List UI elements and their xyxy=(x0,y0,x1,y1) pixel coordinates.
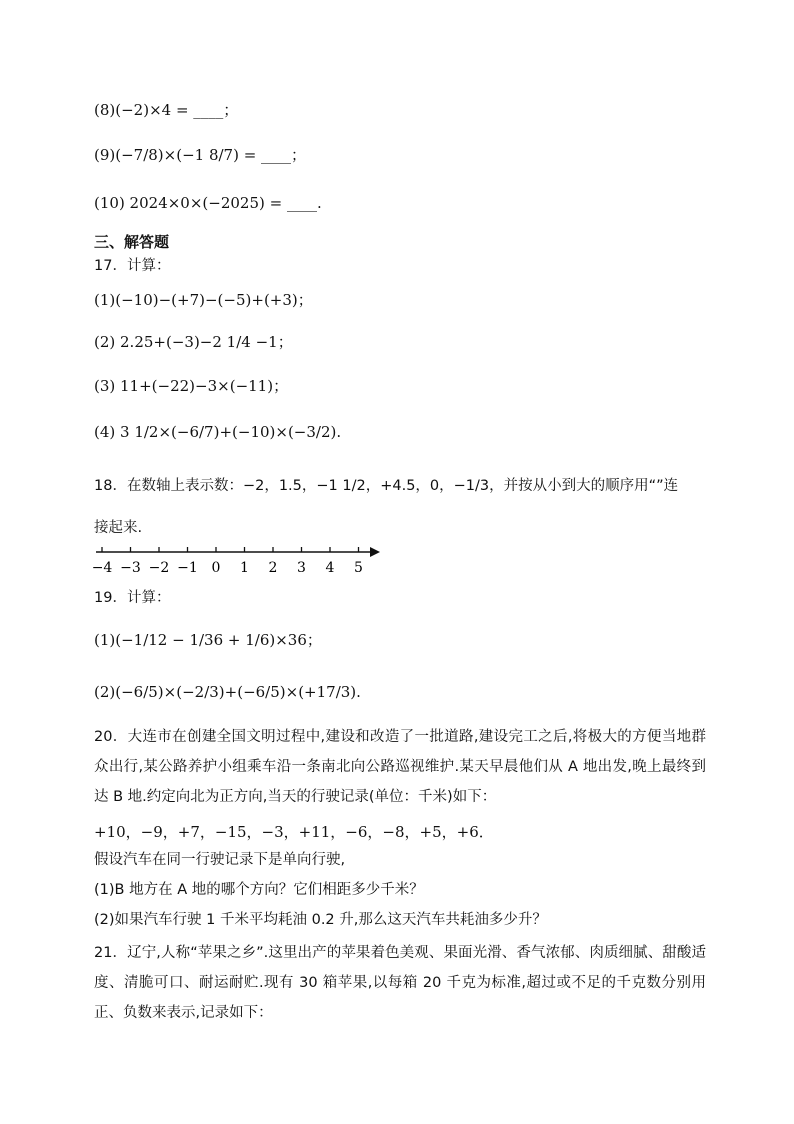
q20-paragraph: 20．大连市在创建全国文明过程中,建设和改造了一批道路,建设完工之后,将极大的方便当地群众出行,某公路养护小组乘车沿一条南北向公路巡视维护.某天早晨他们从 A 地出发,晚上最终到达 B 地.约定向北为正方向,当天的行驶记录(单位：千米)如下： xyxy=(94,729,706,805)
number-line xyxy=(91,544,394,576)
section-heading: 三、解答题 xyxy=(94,233,170,251)
tick-label: 1 xyxy=(240,560,249,576)
tick-label: −3 xyxy=(120,560,141,576)
q20-part-1: (1)B 地方在 A 地的哪个方向？它们相距多少千米？ xyxy=(94,882,424,898)
q17-part-2: (2) 2.25+(−3)−2 1/4 −1； xyxy=(94,333,293,351)
q20-records: +10，−9，+7，−15，−3，+11，−6，−8，+5，+6． xyxy=(94,823,494,841)
tick-label: 0 xyxy=(211,560,221,576)
q17-part-1: (1)(−10)−(+7)−(−5)+(+3)； xyxy=(94,291,313,309)
q19-part-2: (2)(−6/5)×(−2/3)+(−6/5)×(+17/3). xyxy=(94,683,361,701)
q17-part-3: (3) 11+(−22)−3×(−11)； xyxy=(94,377,289,395)
tick-label: −2 xyxy=(148,560,170,576)
q21-paragraph: 21．辽宁,人称“苹果之乡”.这里出产的苹果着色美观、果面光滑、香气浓郁、肉质细腻、甜酸适度、清脆可口、耐运耐贮.现有 30 箱苹果,以每箱 20 千克为标准,超过或不足的千克数分别用正、负数来表示,记录如下： xyxy=(94,945,706,1021)
item-10: (10) 2024×0×(−2025) = ____. xyxy=(94,194,322,212)
arrow-icon xyxy=(370,547,380,557)
tick-label: 2 xyxy=(268,560,278,576)
item-8: (8)(−2)×4 = ____； xyxy=(94,101,239,119)
tick-label: 5 xyxy=(354,560,363,576)
item-9: (9)(−7/8)×(−1 8/7) = ____； xyxy=(94,146,307,164)
q17-label: 17．计算： xyxy=(94,258,171,274)
q19-label: 19．计算： xyxy=(94,590,171,606)
q20-assumption: 假设汽车在同一行驶记录下是单向行驶, xyxy=(94,852,346,868)
q17-part-4: (4) 3 1/2×(−6/7)+(−10)×(−3/2). xyxy=(94,423,342,441)
q18-text-cont: 接起来. xyxy=(94,520,143,536)
tick-label: 3 xyxy=(297,560,306,576)
q18-text: 18．在数轴上表示数：−2，1.5，−1 1/2，+4.5，0，−1/3，并按从小到大的顺序用“”连 xyxy=(94,478,679,494)
tick-label: 4 xyxy=(325,560,335,576)
tick-label: −4 xyxy=(91,560,113,576)
q20-part-2: (2)如果汽车行驶 1 千米平均耗油 0.2 升,那么这天汽车共耗油多少升？ xyxy=(94,912,547,928)
q19-part-1: (1)(−1/12 − 1/36 + 1/6)×36； xyxy=(94,631,322,649)
tick-label: −1 xyxy=(177,560,198,576)
